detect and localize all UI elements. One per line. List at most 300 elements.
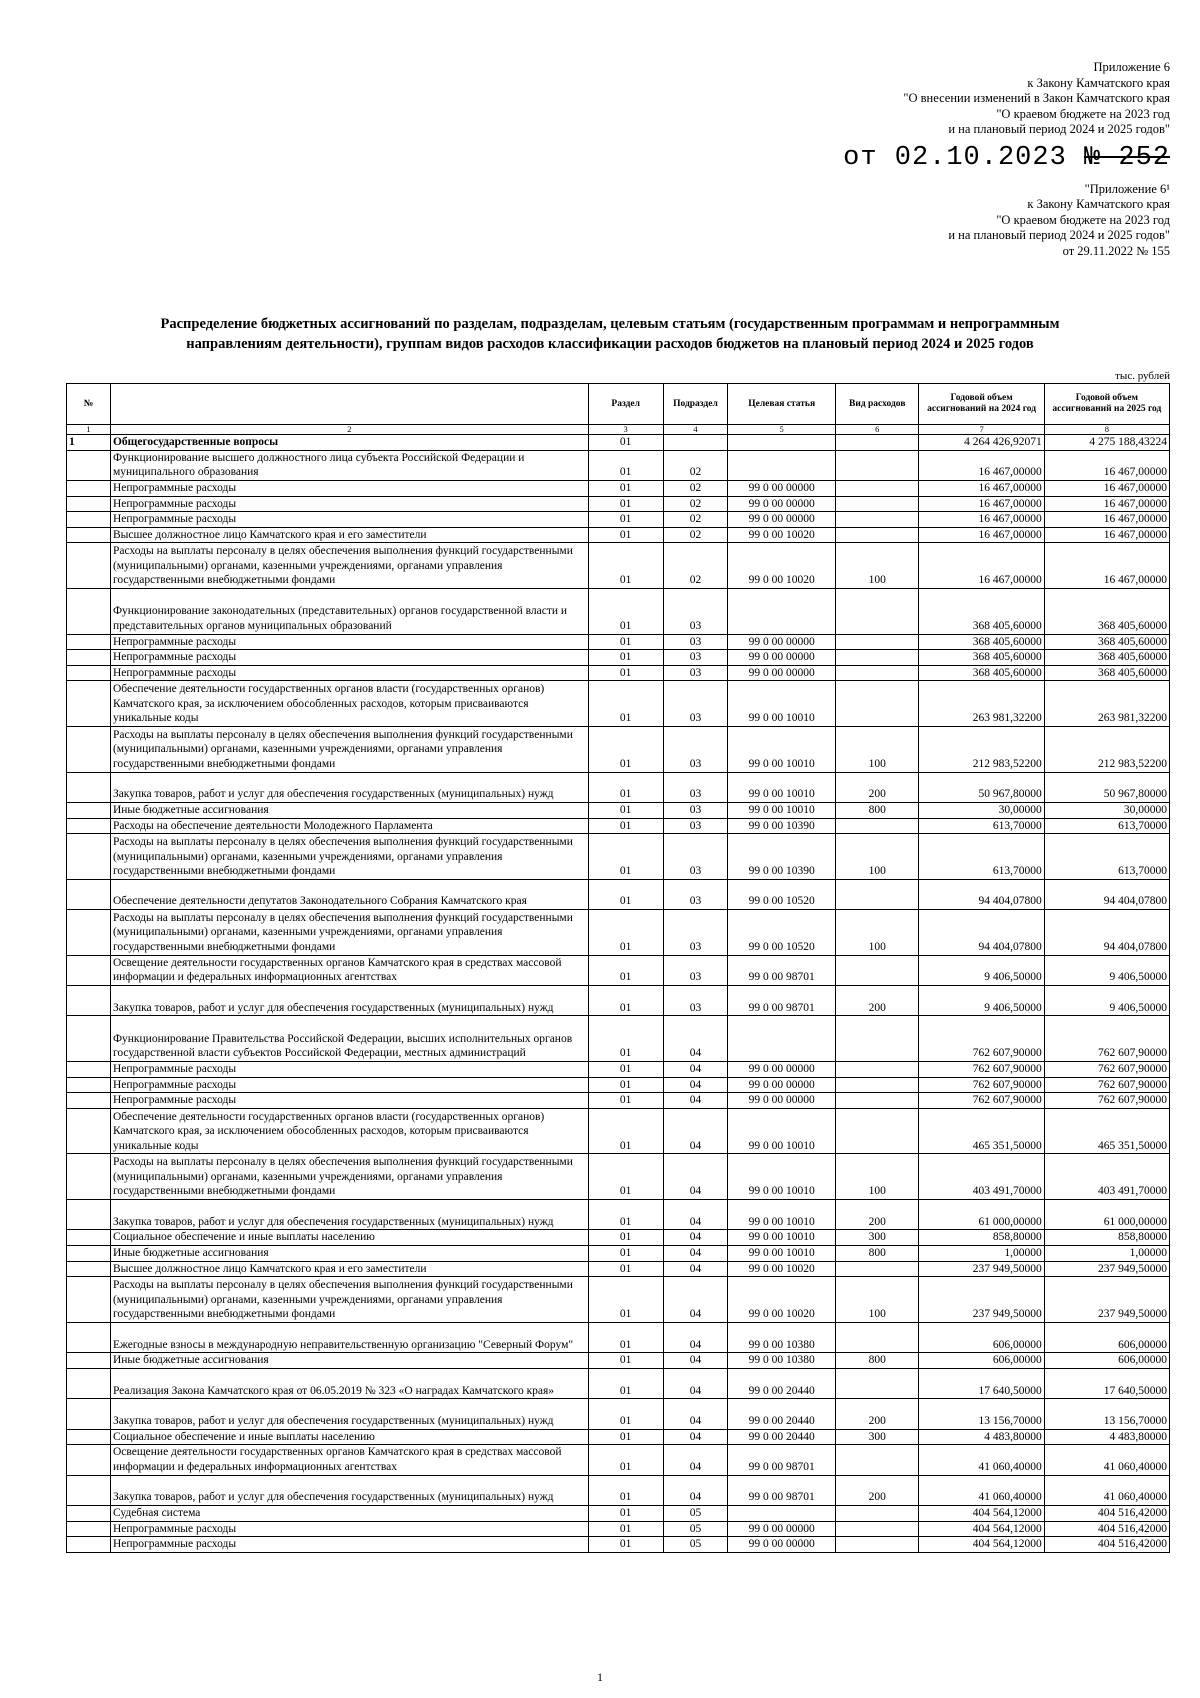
row-section: 01 xyxy=(588,480,663,496)
row-target-article: 99 0 00 10020 xyxy=(728,543,836,589)
header-section: Раздел xyxy=(588,384,663,425)
row-number xyxy=(67,543,111,589)
row-expense-type xyxy=(836,1521,919,1537)
row-amount-2024: 16 467,00000 xyxy=(919,480,1044,496)
row-amount-2025: 606,00000 xyxy=(1044,1322,1169,1352)
row-amount-2025: 17 640,50000 xyxy=(1044,1368,1169,1398)
row-subsection: 03 xyxy=(663,665,728,681)
table-row xyxy=(67,910,1170,956)
row-amount-2024: 4 264 426,92071 xyxy=(919,435,1044,451)
row-target-article: 99 0 00 10020 xyxy=(728,1277,836,1323)
row-name: Социальное обеспечение и иные выплаты населению xyxy=(110,1230,588,1246)
row-amount-2025: 368 405,60000 xyxy=(1044,588,1169,634)
row-subsection: 04 xyxy=(663,1277,728,1323)
row-amount-2024: 465 351,50000 xyxy=(919,1108,1044,1154)
table-row xyxy=(67,1016,1170,1062)
row-target-article: 99 0 00 10010 xyxy=(728,802,836,818)
header-2025: Годовой объем ассигнований на 2025 год xyxy=(1044,384,1169,425)
row-amount-2024: 237 949,50000 xyxy=(919,1261,1044,1277)
row-target-article: 99 0 00 00000 xyxy=(728,1521,836,1537)
row-expense-type xyxy=(836,480,919,496)
row-subsection: 03 xyxy=(663,681,728,727)
row-amount-2025: 94 404,07800 xyxy=(1044,910,1169,956)
row-target-article: 99 0 00 00000 xyxy=(728,512,836,528)
row-target-article: 99 0 00 10020 xyxy=(728,1261,836,1277)
row-expense-type xyxy=(836,1368,919,1398)
row-name: Расходы на выплаты персоналу в целях обеспечения выполнения функций государственными (муниципальными) органами, казенными учреждениями, органами управления государственными внебюджетными фондами xyxy=(110,1277,588,1323)
row-target-article: 99 0 00 00000 xyxy=(728,1093,836,1109)
row-section: 01 xyxy=(588,527,663,543)
row-section: 01 xyxy=(588,1246,663,1262)
table-row xyxy=(67,512,1170,528)
row-section: 01 xyxy=(588,726,663,772)
row-amount-2025: 16 467,00000 xyxy=(1044,512,1169,528)
row-name: Непрограммные расходы xyxy=(110,650,588,666)
header-expense-type: Вид расходов xyxy=(836,384,919,425)
row-section: 01 xyxy=(588,665,663,681)
row-number xyxy=(67,1537,111,1553)
row-expense-type: 800 xyxy=(836,802,919,818)
row-section: 01 xyxy=(588,496,663,512)
document-title-line-2: направлениям деятельности), группам видов расходов классификации расходов бюджетов на плановый период 2024 и 2025 годов xyxy=(186,336,1034,352)
header-line: "О краевом бюджете на 2023 год xyxy=(996,106,1170,121)
row-name: Расходы на выплаты персоналу в целях обеспечения выполнения функций государственными (муниципальными) органами, казенными учреждениями, органами управления государственными внебюджетными фондами xyxy=(110,543,588,589)
row-section: 01 xyxy=(588,588,663,634)
table-row xyxy=(67,480,1170,496)
row-name: Функционирование законодательных (представительных) органов государственной власти и представительных органов муниципальных образований xyxy=(110,588,588,634)
table-row xyxy=(67,1062,1170,1078)
table-row xyxy=(67,665,1170,681)
row-amount-2024: 50 967,80000 xyxy=(919,772,1044,802)
row-amount-2025: 16 467,00000 xyxy=(1044,543,1169,589)
row-subsection xyxy=(663,435,728,451)
row-amount-2025: 762 607,90000 xyxy=(1044,1062,1169,1078)
row-expense-type xyxy=(836,1445,919,1475)
row-amount-2024: 16 467,00000 xyxy=(919,543,1044,589)
row-amount-2024: 858,80000 xyxy=(919,1230,1044,1246)
row-number xyxy=(67,1521,111,1537)
row-number xyxy=(67,955,111,985)
header-line: "Приложение 6¹ xyxy=(1084,181,1170,196)
table-row xyxy=(67,435,1170,451)
row-amount-2024: 16 467,00000 xyxy=(919,527,1044,543)
row-amount-2025: 263 981,32200 xyxy=(1044,681,1169,727)
row-number xyxy=(67,802,111,818)
header-line: от 29.11.2022 № 155 xyxy=(1062,243,1170,258)
row-name: Непрограммные расходы xyxy=(110,1521,588,1537)
row-number xyxy=(67,1230,111,1246)
row-expense-type xyxy=(836,1261,919,1277)
stamp-number: № 252 xyxy=(1083,142,1170,173)
header-line: и на плановый период 2024 и 2025 годов" xyxy=(948,122,1170,136)
row-section: 01 xyxy=(588,634,663,650)
row-amount-2024: 9 406,50000 xyxy=(919,986,1044,1016)
row-amount-2024: 16 467,00000 xyxy=(919,450,1044,480)
row-target-article: 99 0 00 98701 xyxy=(728,1475,836,1505)
table-row xyxy=(67,496,1170,512)
row-section: 01 xyxy=(588,772,663,802)
row-expense-type: 100 xyxy=(836,834,919,880)
row-expense-type: 100 xyxy=(836,910,919,956)
row-amount-2025: 16 467,00000 xyxy=(1044,450,1169,480)
row-name: Освещение деятельности государственных органов Камчатского края в средствах массовой информации и федеральных информационных агентствах xyxy=(110,955,588,985)
row-amount-2024: 606,00000 xyxy=(919,1353,1044,1369)
row-name: Закупка товаров, работ и услуг для обеспечения государственных (муниципальных) нужд xyxy=(110,772,588,802)
row-subsection: 04 xyxy=(663,1429,728,1445)
table-row xyxy=(67,1093,1170,1109)
row-number xyxy=(67,1368,111,1398)
row-expense-type: 200 xyxy=(836,772,919,802)
row-name: Общегосударственные вопросы xyxy=(110,435,588,451)
row-subsection: 04 xyxy=(663,1445,728,1475)
row-amount-2025: 762 607,90000 xyxy=(1044,1016,1169,1062)
row-amount-2024: 762 607,90000 xyxy=(919,1062,1044,1078)
row-expense-type: 800 xyxy=(836,1353,919,1369)
colnum: 2 xyxy=(110,425,588,435)
document-title xyxy=(60,314,1160,354)
unit-label: тыс. рублей xyxy=(1115,370,1170,382)
colnum: 1 xyxy=(67,425,111,435)
row-target-article: 99 0 00 00000 xyxy=(728,1077,836,1093)
row-number xyxy=(67,910,111,956)
row-section: 01 xyxy=(588,834,663,880)
row-name: Непрограммные расходы xyxy=(110,634,588,650)
row-amount-2025: 465 351,50000 xyxy=(1044,1108,1169,1154)
table-row xyxy=(67,1108,1170,1154)
table-row xyxy=(67,450,1170,480)
row-amount-2025: 237 949,50000 xyxy=(1044,1261,1169,1277)
row-amount-2025: 1,00000 xyxy=(1044,1246,1169,1262)
row-section: 01 xyxy=(588,1108,663,1154)
row-subsection: 03 xyxy=(663,986,728,1016)
header-name xyxy=(110,384,588,425)
row-number xyxy=(67,1505,111,1521)
row-subsection: 04 xyxy=(663,1108,728,1154)
table-row xyxy=(67,1505,1170,1521)
row-section: 01 xyxy=(588,1429,663,1445)
table-row xyxy=(67,802,1170,818)
row-amount-2024: 1,00000 xyxy=(919,1246,1044,1262)
row-target-article: 99 0 00 00000 xyxy=(728,480,836,496)
row-amount-2025: 606,00000 xyxy=(1044,1353,1169,1369)
table-row xyxy=(67,1261,1170,1277)
row-expense-type: 300 xyxy=(836,1230,919,1246)
row-number xyxy=(67,634,111,650)
row-number xyxy=(67,1154,111,1200)
header-2024: Годовой объем ассигнований на 2024 год xyxy=(919,384,1044,425)
row-target-article: 99 0 00 00000 xyxy=(728,496,836,512)
row-subsection: 04 xyxy=(663,1353,728,1369)
table-row xyxy=(67,527,1170,543)
row-amount-2025: 237 949,50000 xyxy=(1044,1277,1169,1323)
table-row xyxy=(67,879,1170,909)
row-number xyxy=(67,588,111,634)
row-number xyxy=(67,1445,111,1475)
row-section: 01 xyxy=(588,1230,663,1246)
header-line: Приложение 6 xyxy=(1093,60,1170,74)
row-expense-type: 300 xyxy=(836,1429,919,1445)
row-subsection: 02 xyxy=(663,496,728,512)
row-section: 01 xyxy=(588,1154,663,1200)
row-section: 01 xyxy=(588,1322,663,1352)
row-amount-2024: 368 405,60000 xyxy=(919,650,1044,666)
table-row xyxy=(67,986,1170,1016)
table-row xyxy=(67,1475,1170,1505)
row-expense-type xyxy=(836,1322,919,1352)
header-line: и на плановый период 2024 и 2025 годов" xyxy=(948,228,1170,242)
row-subsection: 05 xyxy=(663,1505,728,1521)
row-subsection: 03 xyxy=(663,772,728,802)
row-expense-type xyxy=(836,1505,919,1521)
row-subsection: 04 xyxy=(663,1475,728,1505)
row-name: Непрограммные расходы xyxy=(110,496,588,512)
row-subsection: 04 xyxy=(663,1016,728,1062)
document-title-line-1: Распределение бюджетных ассигнований по разделам, подразделам, целевым статьям (государственным программам и непрограммным xyxy=(160,316,1060,332)
row-subsection: 04 xyxy=(663,1322,728,1352)
row-number xyxy=(67,834,111,880)
row-section: 01 xyxy=(588,1399,663,1429)
table-row xyxy=(67,834,1170,880)
row-expense-type xyxy=(836,450,919,480)
row-amount-2025: 50 967,80000 xyxy=(1044,772,1169,802)
appendix-header-bottom xyxy=(650,182,1170,260)
table-row xyxy=(67,818,1170,834)
row-number xyxy=(67,1016,111,1062)
header-line: к Закону Камчатского края xyxy=(1027,75,1170,90)
row-section: 01 xyxy=(588,802,663,818)
row-amount-2025: 9 406,50000 xyxy=(1044,986,1169,1016)
table-row xyxy=(67,1521,1170,1537)
row-target-article xyxy=(728,1505,836,1521)
row-number xyxy=(67,681,111,727)
row-target-article: 99 0 00 10010 xyxy=(728,772,836,802)
row-section: 01 xyxy=(588,650,663,666)
row-section: 01 xyxy=(588,543,663,589)
amendment-stamp xyxy=(650,142,1170,174)
column-numbers-row xyxy=(67,425,1170,435)
row-section: 01 xyxy=(588,1261,663,1277)
row-amount-2025: 9 406,50000 xyxy=(1044,955,1169,985)
colnum: 5 xyxy=(728,425,836,435)
table-row xyxy=(67,772,1170,802)
row-name: Функционирование высшего должностного лица субъекта Российской Федерации и муниципального образования xyxy=(110,450,588,480)
row-amount-2024: 94 404,07800 xyxy=(919,910,1044,956)
row-name: Непрограммные расходы xyxy=(110,1062,588,1078)
row-amount-2025: 41 060,40000 xyxy=(1044,1445,1169,1475)
row-amount-2024: 212 983,52200 xyxy=(919,726,1044,772)
row-target-article: 99 0 00 00000 xyxy=(728,1537,836,1553)
row-name: Расходы на обеспечение деятельности Молодежного Парламента xyxy=(110,818,588,834)
row-expense-type xyxy=(836,650,919,666)
row-section: 01 xyxy=(588,1505,663,1521)
row-amount-2025: 61 000,00000 xyxy=(1044,1200,1169,1230)
row-name: Непрограммные расходы xyxy=(110,1077,588,1093)
row-subsection: 04 xyxy=(663,1230,728,1246)
row-expense-type xyxy=(836,588,919,634)
row-target-article: 99 0 00 10010 xyxy=(728,1230,836,1246)
table-row xyxy=(67,1230,1170,1246)
row-expense-type xyxy=(836,435,919,451)
row-subsection: 03 xyxy=(663,634,728,650)
table-row xyxy=(67,681,1170,727)
row-number xyxy=(67,1108,111,1154)
row-subsection: 03 xyxy=(663,955,728,985)
row-amount-2024: 4 483,80000 xyxy=(919,1429,1044,1445)
row-target-article: 99 0 00 10520 xyxy=(728,910,836,956)
row-name: Закупка товаров, работ и услуг для обеспечения государственных (муниципальных) нужд xyxy=(110,986,588,1016)
row-section: 01 xyxy=(588,1521,663,1537)
row-amount-2024: 613,70000 xyxy=(919,834,1044,880)
row-subsection: 04 xyxy=(663,1154,728,1200)
colnum: 6 xyxy=(836,425,919,435)
row-section: 01 xyxy=(588,910,663,956)
row-target-article: 99 0 00 98701 xyxy=(728,1445,836,1475)
table-row xyxy=(67,634,1170,650)
row-expense-type xyxy=(836,1093,919,1109)
row-number xyxy=(67,772,111,802)
row-expense-type xyxy=(836,818,919,834)
row-expense-type: 100 xyxy=(836,543,919,589)
row-subsection: 03 xyxy=(663,879,728,909)
row-section: 01 xyxy=(588,1093,663,1109)
row-expense-type xyxy=(836,955,919,985)
row-number: 1 xyxy=(67,435,111,451)
row-subsection: 04 xyxy=(663,1062,728,1078)
row-subsection: 04 xyxy=(663,1399,728,1429)
row-subsection: 03 xyxy=(663,818,728,834)
row-target-article: 99 0 00 10390 xyxy=(728,834,836,880)
row-number xyxy=(67,1077,111,1093)
row-name: Иные бюджетные ассигнования xyxy=(110,1353,588,1369)
row-number xyxy=(67,1399,111,1429)
table-row xyxy=(67,726,1170,772)
row-number xyxy=(67,818,111,834)
row-amount-2024: 368 405,60000 xyxy=(919,665,1044,681)
row-subsection: 04 xyxy=(663,1261,728,1277)
table-header-row xyxy=(67,384,1170,425)
colnum: 7 xyxy=(919,425,1044,435)
row-amount-2024: 762 607,90000 xyxy=(919,1016,1044,1062)
row-amount-2024: 237 949,50000 xyxy=(919,1277,1044,1323)
row-amount-2024: 94 404,07800 xyxy=(919,879,1044,909)
row-amount-2025: 404 516,42000 xyxy=(1044,1505,1169,1521)
table-row xyxy=(67,543,1170,589)
stamp-date: от 02.10.2023 xyxy=(843,142,1067,173)
row-expense-type: 800 xyxy=(836,1246,919,1262)
row-amount-2024: 9 406,50000 xyxy=(919,955,1044,985)
row-amount-2025: 368 405,60000 xyxy=(1044,650,1169,666)
row-name: Реализация Закона Камчатского края от 06.05.2019 № 323 «О наградах Камчатского края» xyxy=(110,1368,588,1398)
table-body xyxy=(67,435,1170,1553)
row-amount-2024: 404 564,12000 xyxy=(919,1537,1044,1553)
row-target-article: 99 0 00 10010 xyxy=(728,681,836,727)
row-name: Закупка товаров, работ и услуг для обеспечения государственных (муниципальных) нужд xyxy=(110,1475,588,1505)
row-expense-type xyxy=(836,665,919,681)
row-section: 01 xyxy=(588,1475,663,1505)
table-row xyxy=(67,1353,1170,1369)
header-line: "О краевом бюджете на 2023 год xyxy=(996,212,1170,227)
row-amount-2025: 16 467,00000 xyxy=(1044,527,1169,543)
header-num: № xyxy=(67,384,111,425)
table-row xyxy=(67,955,1170,985)
row-name: Непрограммные расходы xyxy=(110,480,588,496)
row-number xyxy=(67,450,111,480)
row-amount-2025: 613,70000 xyxy=(1044,818,1169,834)
row-target-article xyxy=(728,450,836,480)
row-name: Непрограммные расходы xyxy=(110,665,588,681)
row-number xyxy=(67,986,111,1016)
row-amount-2025: 404 516,42000 xyxy=(1044,1521,1169,1537)
row-amount-2024: 368 405,60000 xyxy=(919,634,1044,650)
row-target-article: 99 0 00 10020 xyxy=(728,527,836,543)
row-number xyxy=(67,650,111,666)
row-expense-type xyxy=(836,1108,919,1154)
row-amount-2025: 13 156,70000 xyxy=(1044,1399,1169,1429)
row-number xyxy=(67,1353,111,1369)
row-amount-2024: 403 491,70000 xyxy=(919,1154,1044,1200)
row-amount-2025: 212 983,52200 xyxy=(1044,726,1169,772)
row-name: Ежегодные взносы в международную неправительственную организацию "Северный Форум" xyxy=(110,1322,588,1352)
row-expense-type: 100 xyxy=(836,1277,919,1323)
row-amount-2025: 404 516,42000 xyxy=(1044,1537,1169,1553)
page-number: 1 xyxy=(597,1670,603,1684)
row-amount-2024: 30,00000 xyxy=(919,802,1044,818)
row-section: 01 xyxy=(588,1016,663,1062)
row-number xyxy=(67,527,111,543)
row-subsection: 02 xyxy=(663,512,728,528)
row-expense-type xyxy=(836,1016,919,1062)
table-row xyxy=(67,1399,1170,1429)
appendix-header xyxy=(650,60,1170,259)
row-name: Непрограммные расходы xyxy=(110,512,588,528)
table-row xyxy=(67,1200,1170,1230)
row-number xyxy=(67,1246,111,1262)
header-line: к Закону Камчатского края xyxy=(1027,197,1170,211)
row-subsection: 03 xyxy=(663,910,728,956)
row-name: Непрограммные расходы xyxy=(110,1093,588,1109)
row-subsection: 04 xyxy=(663,1368,728,1398)
table-row xyxy=(67,1077,1170,1093)
row-target-article: 99 0 00 10010 xyxy=(728,1108,836,1154)
row-target-article: 99 0 00 00000 xyxy=(728,650,836,666)
row-target-article: 99 0 00 98701 xyxy=(728,955,836,985)
row-name: Судебная система xyxy=(110,1505,588,1521)
row-number xyxy=(67,1062,111,1078)
row-section: 01 xyxy=(588,1368,663,1398)
table-row xyxy=(67,1246,1170,1262)
table-row xyxy=(67,1537,1170,1553)
row-expense-type xyxy=(836,1062,919,1078)
row-name: Иные бюджетные ассигнования xyxy=(110,802,588,818)
row-subsection: 03 xyxy=(663,650,728,666)
row-name: Непрограммные расходы xyxy=(110,1537,588,1553)
row-name: Освещение деятельности государственных органов Камчатского края в средствах массовой информации и федеральных информационных агентствах xyxy=(110,1445,588,1475)
row-name: Высшее должностное лицо Камчатского края и его заместители xyxy=(110,527,588,543)
row-amount-2024: 16 467,00000 xyxy=(919,512,1044,528)
table-row xyxy=(67,1368,1170,1398)
table-row xyxy=(67,1445,1170,1475)
budget-table xyxy=(66,383,1170,1553)
row-subsection: 03 xyxy=(663,802,728,818)
row-expense-type: 200 xyxy=(836,986,919,1016)
row-name: Обеспечение деятельности государственных органов власти (государственных органов) Камчатского края, за исключением обособленных расходов, которым присваиваются уникальные коды xyxy=(110,681,588,727)
row-number xyxy=(67,1322,111,1352)
row-subsection: 03 xyxy=(663,726,728,772)
table-row xyxy=(67,588,1170,634)
row-amount-2025: 368 405,60000 xyxy=(1044,665,1169,681)
row-expense-type: 200 xyxy=(836,1200,919,1230)
row-number xyxy=(67,1261,111,1277)
